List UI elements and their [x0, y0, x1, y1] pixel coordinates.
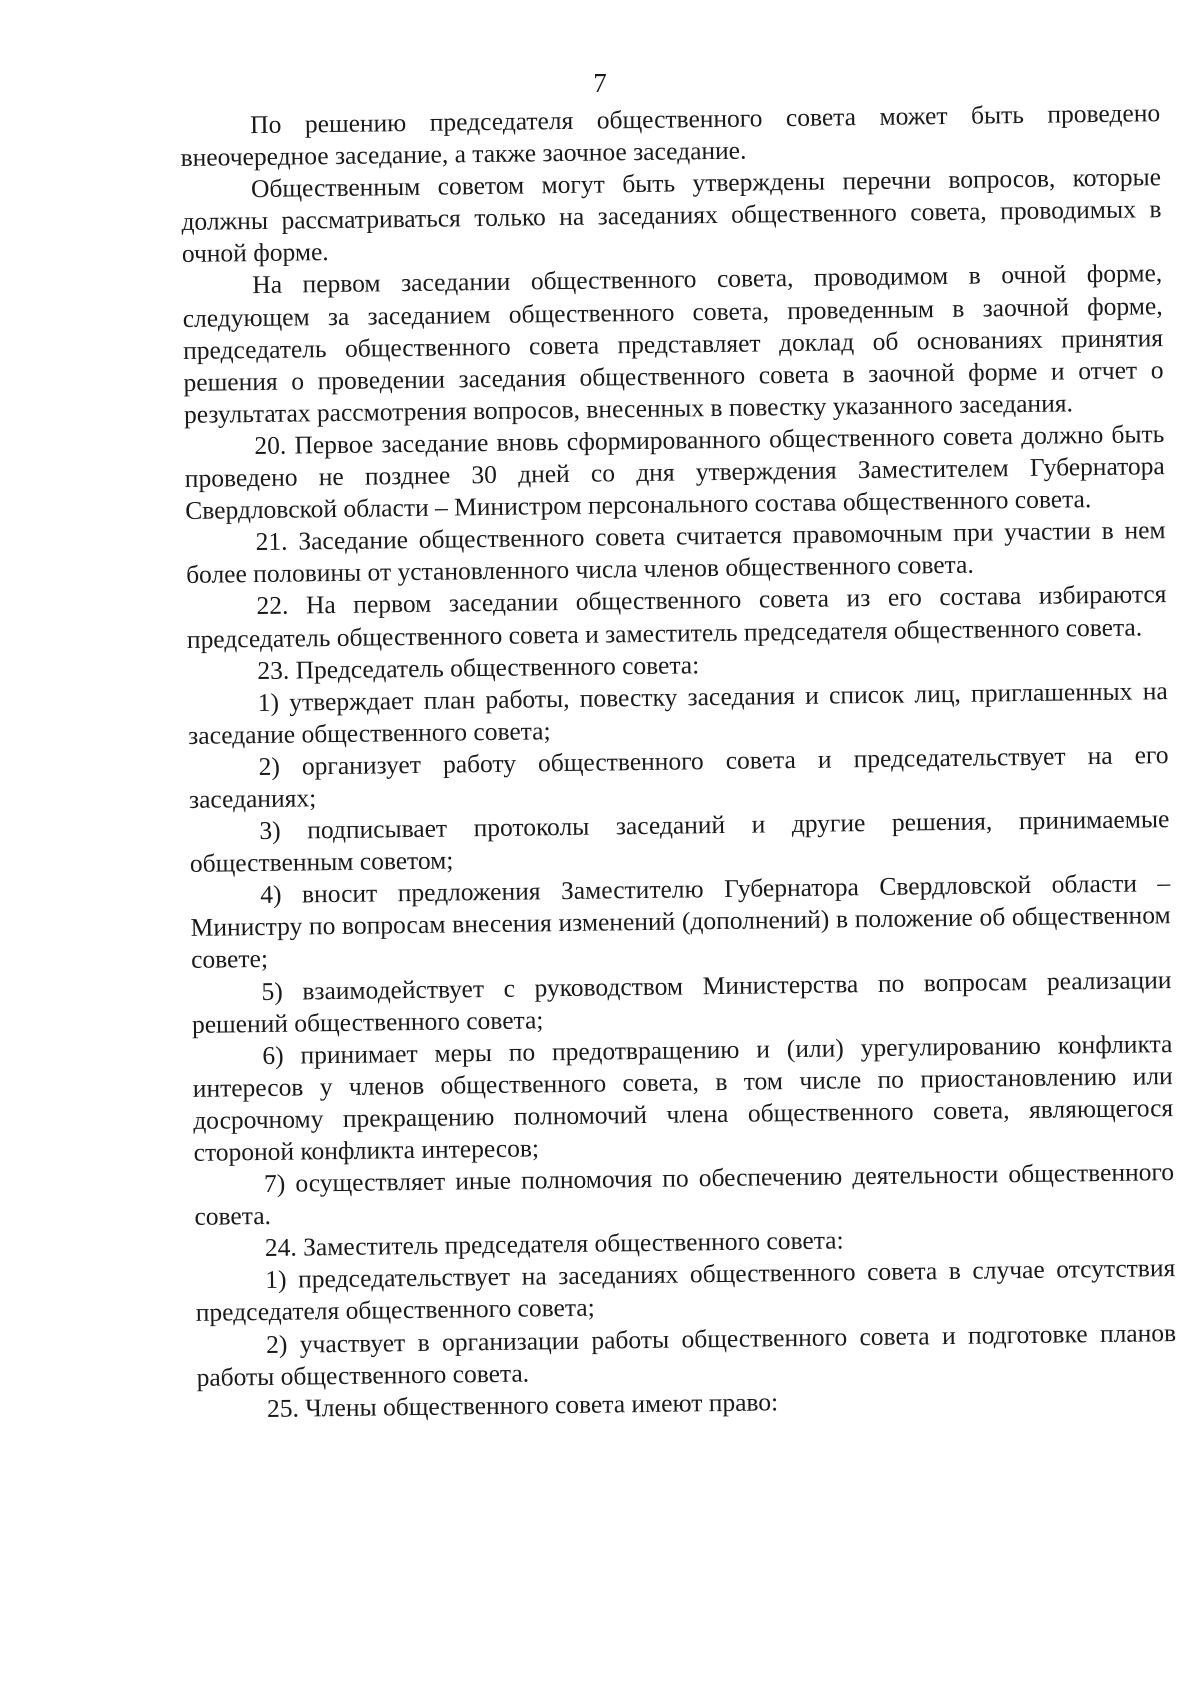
paragraph-clause-25: 25. Члены общественного совета имеют право:: [266, 1387, 779, 1423]
paragraph-question-lists: Общественным советом могут быть утверждены перечни вопросов, которые должны рассматриваться только на заседаниях общественного совета, проводимых в очной форме.: [181, 162, 1162, 269]
paragraph-clause-23: 23. Председатель общественного совета:: [257, 649, 700, 685]
paragraph-clause-21: 21. Заседание общественного совета считается правомочным при участии в нем более половины от установленного числа членов общественного совета.: [185, 515, 1166, 590]
list-item-24-1: 1) председательствует на заседаниях общественного совета в случае отсутствия председателя общественного совета;: [195, 1253, 1176, 1328]
list-item-23-1: 1) утверждает план работы, повестку заседания и список лиц, приглашенных на заседание общественного совета;: [187, 675, 1168, 750]
list-item-24-2: 2) участвует в организации работы общественного совета и подготовке планов работы общественного совета.: [196, 1317, 1177, 1392]
document-body: [180, 97, 1177, 1426]
paragraph-first-meeting-report: На первом заседании общественного совета, проводимом в очной форме, следующем за заседанием общественного совета, проведенным в заочной форме, председатель общественного совета представляет доклад об основаниях принятия решения о проведении заседания общественного совета в заочной форме и отчет о результатах рассмотрения вопросов, внесенных в повестку указанного заседания.: [182, 258, 1164, 429]
paragraph-clause-24: 24. Заместитель председателя общественного совета:: [264, 1225, 844, 1263]
paragraph-extraordinary-meeting: По решению председателя общественного совета может быть проведено внеочередное заседание, а также заочное заседание.: [180, 98, 1161, 173]
paragraph-clause-20: 20. Первое заседание вновь сформированного общественного совета должно быть проведено не позднее 30 дней со дня утверждения Заместителем Губернатора Свердловской области – Министром персонального состава общественного совета.: [184, 419, 1165, 526]
list-item-23-7: 7) осуществляет иные полномочия по обеспечению деятельности общественного совета.: [194, 1157, 1175, 1232]
page-number: 7: [593, 68, 607, 98]
list-item-23-4: 4) вносит предложения Заместителю Губернатора Свердловской области – Министру по вопросам внесения изменений (дополнений) в положение об общественном совете;: [190, 868, 1171, 975]
list-item-23-6: 6) принимает меры по предотвращению и (или) урегулированию конфликта интересов у членов общественного совета, в том числе по приостановлению или досрочному прекращению полномочий члена общественного совета, являющегося стороной конфликта интересов;: [192, 1028, 1174, 1167]
list-item-23-2: 2) организует работу общественного совета и председательствует на его заседаниях;: [188, 739, 1169, 814]
list-item-23-3: 3) подписывает протоколы заседаний и другие решения, принимаемые общественным советом;: [189, 804, 1170, 879]
paragraph-clause-22: 22. На первом заседании общественного совета из его состава избираются председатель общественного совета и заместитель председателя общественного совета.: [186, 579, 1167, 654]
list-item-23-5: 5) взаимодействует с руководством Министерства по вопросам реализации решений общественного совета;: [191, 964, 1172, 1039]
